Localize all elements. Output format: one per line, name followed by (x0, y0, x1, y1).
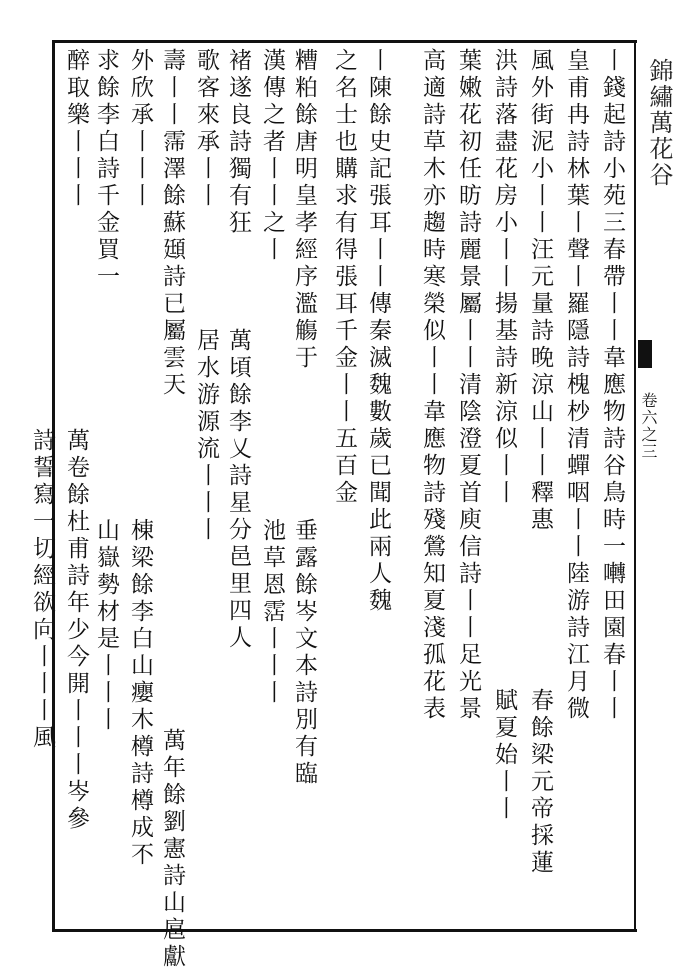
text-column-1: 丨錢起詩小苑三春帶丨丨韋應物詩谷鳥時一囀田園春丨丨 (599, 48, 625, 723)
text-column-9: 糟粕餘唐明皇孝經序濫觴于 (291, 48, 317, 372)
text-column-12: 歌客來承丨丨 (193, 48, 219, 210)
text-column-15: 求餘李白詩千金買一 (93, 48, 119, 291)
text-column-11: 褚遂良詩獨有狂 (225, 48, 251, 237)
text-column-lower-9: 垂露餘岑文本詩別有臨 (291, 518, 317, 788)
text-column-14: 外欣承丨丨丨 (127, 48, 153, 210)
text-column-10: 漢傳之者丨丨之丨 (259, 48, 285, 264)
text-column-3: 風外街泥小丨丨汪元量詩晚涼山丨丨釋惠 (527, 48, 553, 534)
text-column-lower-10: 池草恩霑丨丨丨 (259, 518, 285, 707)
folio-label: 卷六之三 (639, 392, 658, 460)
text-column-lower-4: 賦夏始丨丨 (491, 688, 517, 823)
text-column-5: 葉嫩花初任昉詩麗景屬丨丨清陰澄夏首庾信詩丨丨足光景 (455, 48, 481, 723)
text-column-lower-17: 詩誓寫一切經欲向丨丨丨風 (29, 428, 55, 752)
text-column-13: 壽丨丨霈澤餘蘇頲詩已屬雲天 (159, 48, 185, 399)
text-column-7: 丨陳餘史記張耳丨丨傳秦滅魏數歲已聞此兩人魏 (365, 48, 391, 615)
text-column-lower-3: 春餘梁元帝採蓮 (527, 688, 553, 877)
text-column-lower-12: 居水游源流丨丨丨 (193, 328, 219, 544)
text-column-6: 高適詩草木亦趨時寒榮似丨丨韋應物詩殘鶯知夏淺孤花表 (419, 48, 445, 723)
fishtail-mark (638, 340, 652, 368)
text-column-4: 洪詩落盡花房小丨丨揚基詩新涼似丨丨 (491, 48, 517, 507)
book-title: 錦繡萬花谷 (645, 58, 673, 188)
text-column-lower-14: 棟梁餘李白山癭木樽詩樽成不 (127, 518, 153, 869)
text-column-2: 皇甫冉詩林葉丨聲丨羅隱詩槐杪清蟬咽丨丨陸游詩江月微 (563, 48, 589, 723)
text-column-16: 醉取樂丨丨丨 (63, 48, 89, 210)
text-column-lower-16: 萬卷餘杜甫詩年少今開丨丨丨岑參 (63, 428, 89, 833)
text-column-lower-15: 山嶽勢材是丨丨丨 (93, 518, 119, 734)
text-column-lower-11: 萬頃餘李乂詩星分邑里四人 (225, 328, 251, 652)
text-column-lower-13: 萬年餘劉憲詩山扈獻 (159, 728, 185, 971)
text-column-8: 之名士也購求有得張耳千金丨丨五百金 (331, 48, 357, 507)
